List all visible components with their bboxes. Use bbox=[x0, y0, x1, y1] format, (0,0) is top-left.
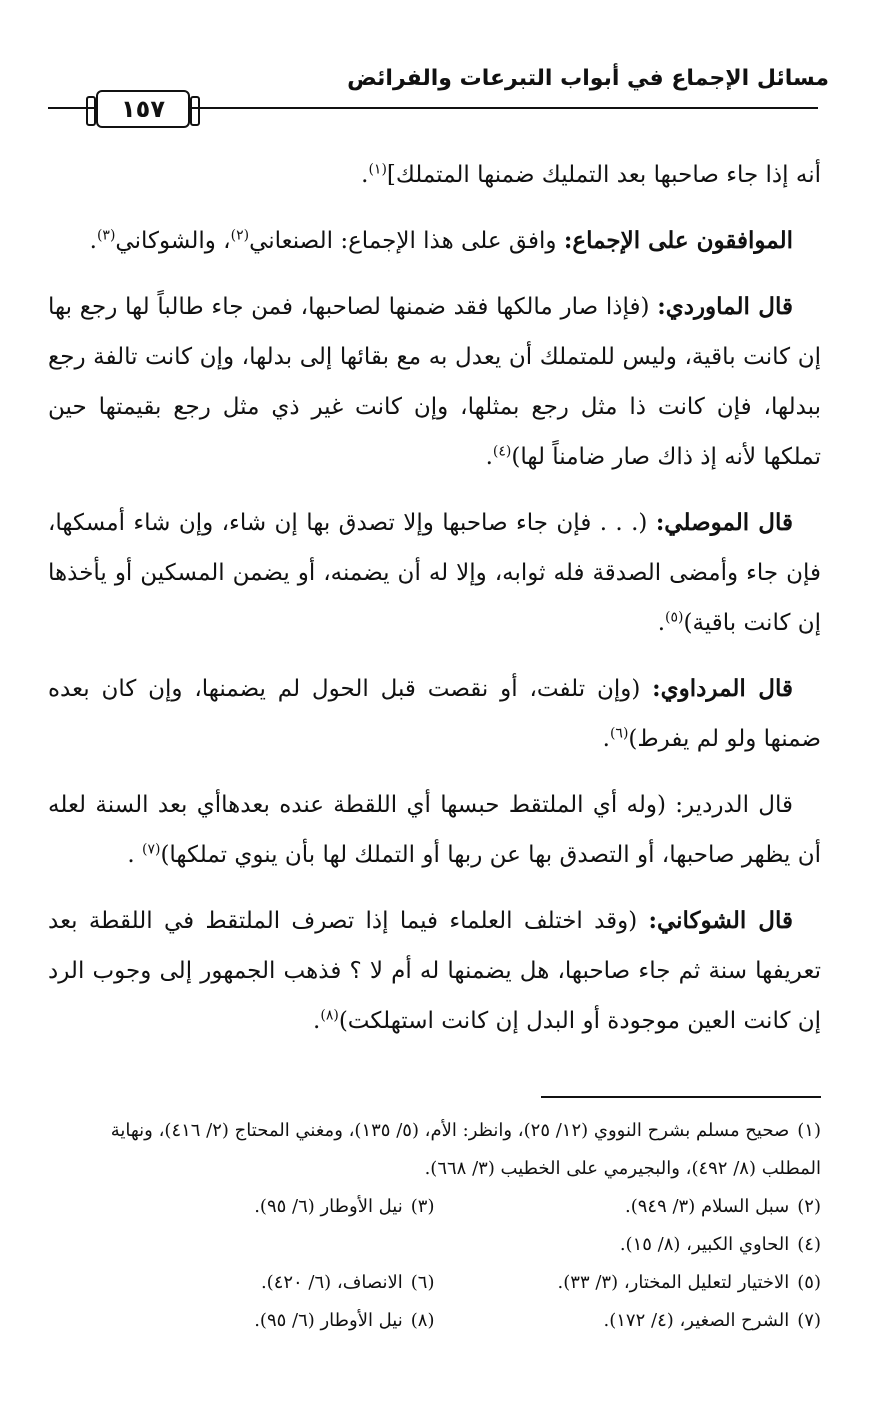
footnote-marker: (٦) bbox=[609, 725, 629, 742]
paragraph-tail: . bbox=[127, 842, 142, 868]
paragraph-text: قال الدردير: (وله أي الملتقط حبسها أي اللقطة عنده بعدهاأي بعد السنة لعله أن يظهر صاحبها، أو التصدق بها عن ربها أو التملك لها بأن ينوي تملكها) bbox=[48, 792, 821, 868]
paragraph-lead: قال الموصلي: bbox=[655, 509, 793, 536]
paragraph-text: (وإن تلفت، أو نقصت قبل الحول لم يضمنها، وإن كان بعده ضمنها ولو لم يفرط) bbox=[48, 676, 821, 752]
footnote-number: (٣) bbox=[410, 1196, 435, 1217]
footnote-text: الانصاف، (٦/ ٤٢٠). bbox=[260, 1272, 403, 1293]
footnote-1 bbox=[48, 1112, 821, 1188]
paragraph-tail: . bbox=[89, 228, 97, 254]
footnotes bbox=[48, 1112, 821, 1340]
footnote-marker: (٤) bbox=[492, 443, 512, 460]
main-text bbox=[48, 150, 821, 1062]
paragraph-text: (فإذا صار مالكها فقد ضمنها لصاحبها، فمن جاء طالباً لها رجع بها إن كانت باقية، وليس للمتملك أن يعدل به مع بقائها إلى بدلها، وإن كانت تالفة رجع ببدلها، فإن كانت ذا مثل رجع بمثلها، وإن كانت غير ذي مثل رجع بقيمتها حين تملكها لأنه إذ ذاك صار ضامناً لها) bbox=[48, 294, 821, 470]
footnote-text: نيل الأوطار (٦/ ٩٥). bbox=[254, 1310, 403, 1331]
footnote-marker: (٧) bbox=[141, 841, 161, 858]
footnote-number: (٤) bbox=[797, 1234, 821, 1255]
footnote-separator bbox=[541, 1096, 821, 1098]
footnote-number: (٥) bbox=[797, 1272, 821, 1293]
footnote-6 bbox=[48, 1264, 435, 1302]
page-number: ١٥٧ bbox=[96, 90, 190, 128]
paragraph-6 bbox=[48, 780, 821, 880]
footnote-row bbox=[48, 1188, 821, 1226]
footnote-row bbox=[48, 1264, 821, 1302]
footnote-7 bbox=[435, 1302, 822, 1340]
paragraph-tail: . bbox=[657, 610, 666, 636]
footnote-3 bbox=[48, 1188, 435, 1226]
running-title: مسائل الإجماع في أبواب التبرعات والفرائض bbox=[347, 66, 829, 91]
paragraph-lead: قال الماوردي: bbox=[657, 293, 793, 320]
footnote-text: سبل السلام (٣/ ٩٤٩). bbox=[624, 1196, 790, 1217]
footnote-marker: (٥) bbox=[665, 609, 684, 626]
paragraph-text: (وقد اختلف العلماء فيما إذا تصرف الملتقط في اللقطة بعد تعريفها سنة ثم جاء صاحبها، هل يضمنها له أم لا ؟ فذهب الجمهور إلى وجوب الرد إن كانت العين موجودة أو البدل إن كانت استهلكت) bbox=[48, 908, 821, 1034]
paragraph-lead: قال الشوكاني: bbox=[648, 907, 793, 934]
footnote-text: الاختيار لتعليل المختار، (٣/ ٣٣). bbox=[557, 1272, 790, 1293]
paragraph-3 bbox=[48, 282, 821, 482]
paragraph-5 bbox=[48, 664, 821, 764]
paragraph-text: أنه إذا جاء صاحبها بعد التمليك ضمنها المتملك] bbox=[386, 162, 821, 188]
paragraph-tail: ، والشوكاني bbox=[115, 228, 231, 254]
footnote-marker: (٨) bbox=[320, 1007, 339, 1024]
paragraph-lead: قال المرداوي: bbox=[652, 675, 793, 702]
paragraph-text: (. . . فإن جاء صاحبها وإلا تصدق بها إن شاء، وإن شاء أمسكها، فإن جاء وأمضى الصدقة فله ثوابه، وإلا له أن يضمنه، أو يضمن المسكين أو يأخذها إن كانت باقية) bbox=[48, 510, 821, 636]
footnote-row bbox=[48, 1302, 821, 1340]
footnote-marker: (٢) bbox=[230, 227, 250, 244]
paragraph-tail: . bbox=[361, 162, 369, 188]
footnote-5 bbox=[435, 1264, 822, 1302]
footnote-number: (٦) bbox=[410, 1272, 435, 1293]
paragraph-7 bbox=[48, 896, 821, 1046]
footnote-number: (٨) bbox=[410, 1310, 435, 1331]
paragraph-tail: . bbox=[313, 1008, 321, 1034]
footnote-text: الحاوي الكبير، (٨/ ١٥). bbox=[619, 1234, 790, 1255]
footnote-row bbox=[48, 1226, 821, 1264]
paragraph-text: وافق على هذا الإجماع: الصنعاني bbox=[249, 228, 564, 254]
footnote-text: صحيح مسلم بشرح النووي (١٢/ ٢٥)، وانظر: الأم، (٥/ ١٣٥)، ومغني المحتاج (٢/ ٤١٦)، ونهاية المطلب (٨/ ٤٩٢)، والبجيرمي على الخطيب (٣/ ٦٦٨). bbox=[110, 1120, 821, 1179]
footnote-4 bbox=[435, 1226, 822, 1264]
footnote-text: الشرح الصغير، (٤/ ١٧٢). bbox=[603, 1310, 790, 1331]
paragraph-lead: الموافقون على الإجماع: bbox=[563, 227, 793, 254]
footnote-number: (٧) bbox=[797, 1310, 821, 1331]
paragraph-tail: . bbox=[485, 444, 493, 470]
paragraph-4 bbox=[48, 498, 821, 648]
footnote-8 bbox=[48, 1302, 435, 1340]
paragraph-tail: . bbox=[602, 726, 610, 752]
footnote-number: (٢) bbox=[797, 1196, 821, 1217]
paragraph-1 bbox=[48, 150, 821, 200]
footnote-2 bbox=[435, 1188, 822, 1226]
paragraph-2 bbox=[48, 216, 821, 266]
footnote-text: نيل الأوطار (٦/ ٩٥). bbox=[254, 1196, 403, 1217]
footnote-number: (١) bbox=[797, 1120, 821, 1141]
footnote-marker: (١) bbox=[368, 161, 387, 178]
footnote-marker: (٣) bbox=[96, 227, 116, 244]
